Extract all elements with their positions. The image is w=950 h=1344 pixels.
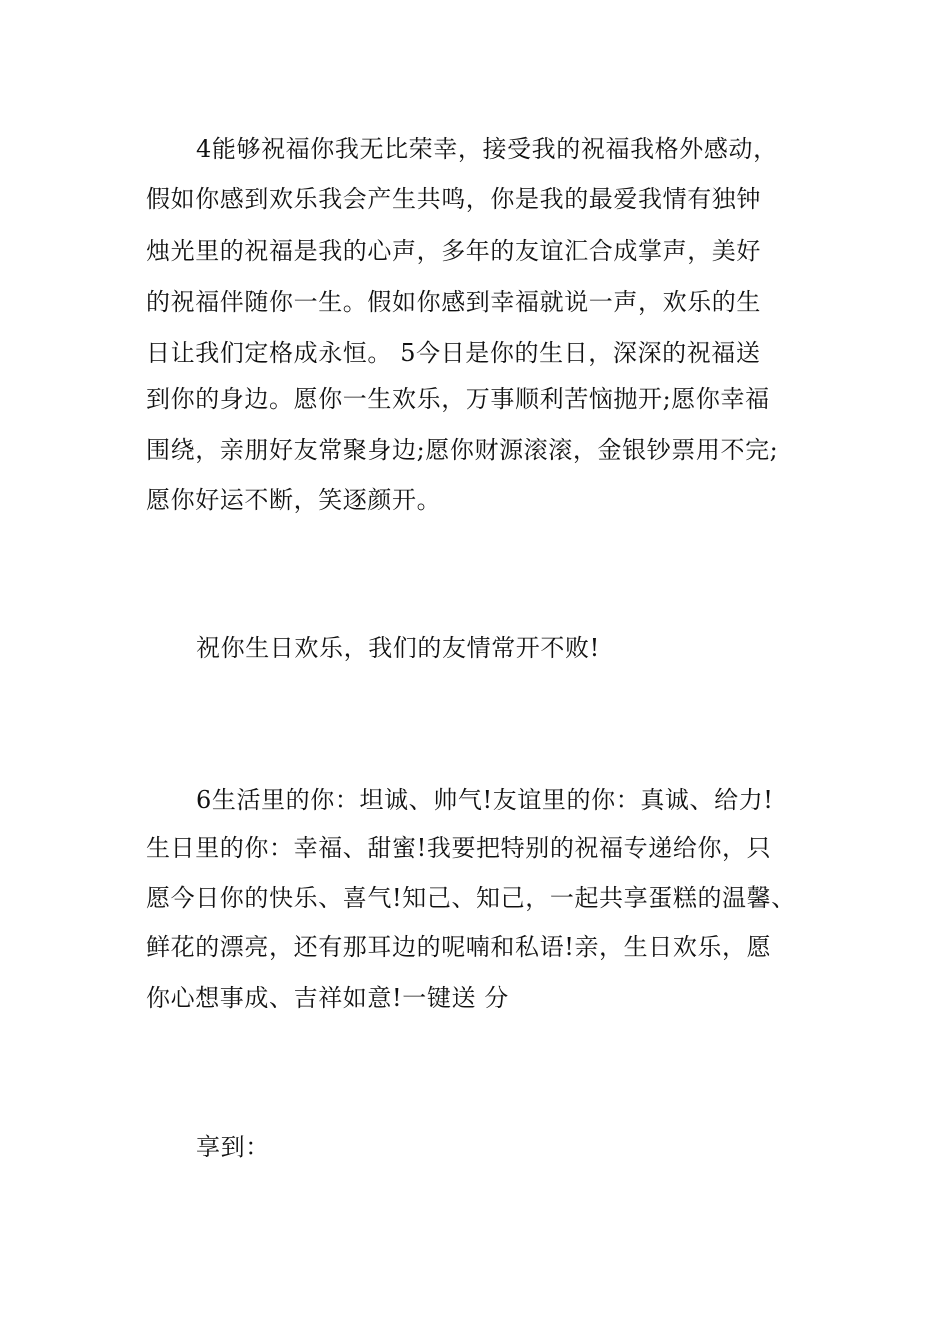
text-line: 的祝福伴随你一生。假如你感到幸福就说一声，欢乐的生 <box>146 288 761 316</box>
text-line: 愿今日你的快乐、喜气!知己、知己，一起共享蛋糕的温馨、 <box>146 884 796 912</box>
text-line: 祝你生日欢乐，我们的友情常开不败! <box>196 634 600 662</box>
text-line: 愿你好运不断，笑逐颜开。 <box>146 486 442 514</box>
text-line: 你心想事成、吉祥如意!一键送 分 <box>146 984 509 1012</box>
text-line: 鲜花的漂亮，还有那耳边的呢喃和私语!亲，生日欢乐，愿 <box>146 933 772 961</box>
text-line: 日让我们定格成永恒。 5今日是你的生日，深深的祝福送 <box>146 339 761 367</box>
text-line: 到你的身边。愿你一生欢乐，万事顺利苦恼抛开;愿你幸福 <box>146 385 770 413</box>
text-line: 4能够祝福你我无比荣幸，接受我的祝福我格外感动， <box>196 135 778 163</box>
text-line: 6生活里的你：坦诚、帅气!友谊里的你：真诚、给力! <box>196 786 774 814</box>
text-line: 围绕，亲朋好友常聚身边;愿你财源滚滚，金银钞票用不完; <box>146 436 779 464</box>
text-line: 烛光里的祝福是我的心声，多年的友谊汇合成掌声，美好 <box>146 237 761 265</box>
text-line: 生日里的你：幸福、甜蜜!我要把特别的祝福专递给你，只 <box>146 834 772 862</box>
text-line: 享到： <box>196 1133 270 1161</box>
text-line: 假如你感到欢乐我会产生共鸣，你是我的最爱我情有独钟 <box>146 185 761 213</box>
